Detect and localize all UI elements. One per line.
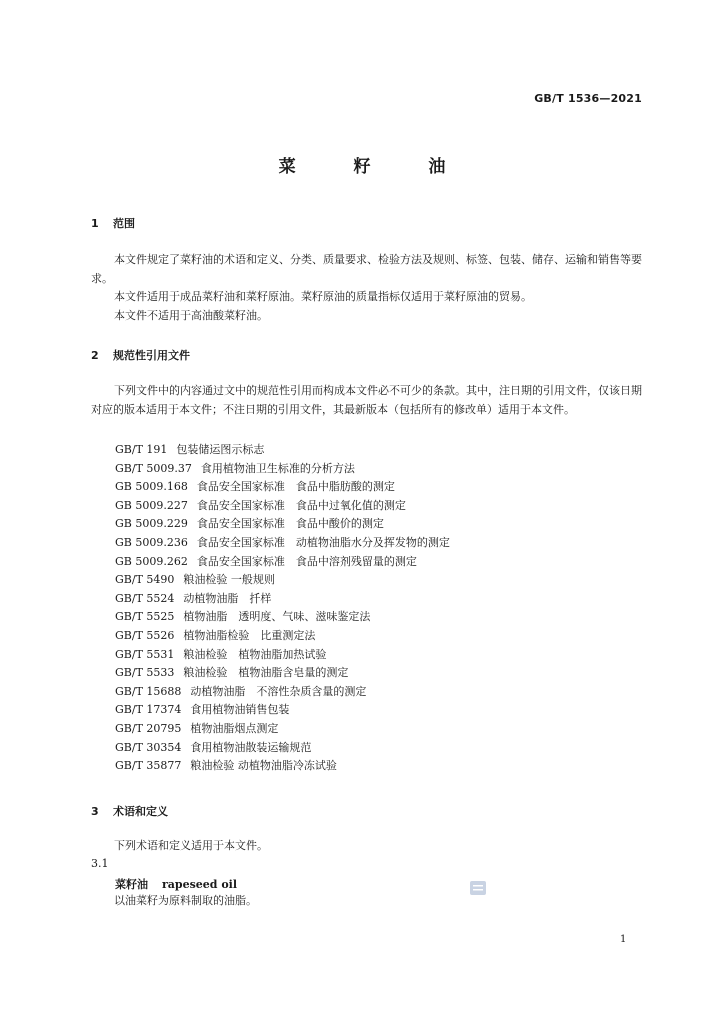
reference-item (115, 553, 450, 572)
reference-title: 粮油检验 一般规则 (183, 573, 275, 587)
reference-code: GB/T 15688 (115, 684, 182, 698)
reference-title: 植物油脂 透明度、气味、滋味鉴定法 (183, 610, 371, 624)
reference-code: GB/T 5490 (115, 573, 175, 587)
reference-item (115, 515, 450, 534)
section-title: 范围 (113, 217, 135, 230)
reference-item (115, 608, 450, 627)
reference-code: GB 5009.262 (115, 554, 188, 568)
reference-item (115, 460, 450, 479)
section-number: 3 (91, 805, 99, 818)
reference-code: GB/T 30354 (115, 740, 182, 754)
term-english: rapeseed oil (162, 878, 238, 891)
reference-item (115, 534, 450, 553)
reference-title: 食用植物油卫生标准的分析方法 (200, 461, 355, 475)
reference-title: 粮油检验 植物油脂加热试验 (183, 647, 327, 661)
section-2-intro: 下列文件中的内容通过文中的规范性引用而构成本文件必不可少的条款。其中，注日期的引用文件，仅该日期对应的版本适用于本文件；不注日期的引用文件，其最新版本（包括所有的修改单）适用于本文件。 (91, 384, 642, 416)
reference-code: GB/T 17374 (115, 703, 182, 717)
section-title: 术语和定义 (113, 805, 168, 818)
reference-item (115, 720, 450, 739)
term-chinese: 菜籽油 (115, 878, 148, 891)
section-1-heading (91, 215, 135, 231)
reference-code: GB 5009.229 (115, 517, 188, 531)
reference-title: 食用植物油散装运输规范 (190, 740, 312, 754)
reference-code: GB 5009.168 (115, 480, 188, 494)
reference-title: 粮油检验 植物油脂含皂量的测定 (183, 666, 349, 680)
term-entry (115, 876, 237, 892)
reference-title: 食品安全国家标准 动植物油脂水分及挥发物的测定 (196, 535, 450, 549)
reference-code: GB/T 191 (115, 443, 168, 456)
reference-title: 食品安全国家标准 食品中脂肪酸的测定 (196, 480, 395, 494)
reference-title: 植物油脂检验 比重测定法 (183, 628, 316, 642)
reference-item (115, 590, 450, 609)
section-number: 2 (91, 349, 99, 362)
reference-code: GB/T 5531 (115, 647, 175, 661)
reference-item (115, 701, 450, 720)
normative-reference-list (115, 441, 450, 776)
reference-code: GB/T 5526 (115, 628, 175, 642)
stamp-mark (470, 881, 486, 895)
reference-code: GB/T 5009.37 (115, 461, 192, 475)
reference-title: 动植物油脂 扦样 (183, 591, 272, 605)
section-title: 规范性引用文件 (113, 349, 190, 362)
reference-item (115, 441, 450, 460)
reference-item (115, 683, 450, 702)
reference-item (115, 497, 450, 516)
reference-code: GB/T 5525 (115, 610, 175, 624)
reference-title: 植物油脂烟点测定 (190, 721, 279, 735)
term-definition: 以油菜籽为原料制取的油脂。 (114, 894, 257, 907)
reference-item (115, 757, 450, 776)
document-title: 菜 籽 油 (278, 157, 472, 177)
section-2-heading (91, 347, 190, 363)
section-1-paragraph-1: 本文件规定了菜籽油的术语和定义、分类、质量要求、检验方法及规则、标签、包装、储存、运输和销售等要求。 (91, 253, 642, 285)
reference-title: 粮油检验 动植物油脂冷冻试验 (190, 759, 337, 773)
reference-title: 食用植物油销售包装 (190, 703, 290, 717)
standard-number: GB/T 1536—2021 (534, 92, 642, 105)
reference-code: GB 5009.227 (115, 498, 188, 512)
reference-item (115, 646, 450, 665)
reference-code: GB 5009.236 (115, 535, 188, 549)
reference-title: 食品安全国家标准 食品中溶剂残留量的测定 (196, 554, 417, 568)
section-number: 1 (91, 217, 99, 230)
reference-code: GB/T 20795 (115, 721, 182, 735)
reference-title: 食品安全国家标准 食品中过氧化值的测定 (196, 498, 406, 512)
reference-item (115, 571, 450, 590)
reference-title: 包装储运图示标志 (176, 443, 265, 456)
reference-item (115, 739, 450, 758)
reference-title: 动植物油脂 不溶性杂质含量的测定 (190, 684, 367, 698)
section-3-heading (91, 803, 168, 819)
reference-item (115, 478, 450, 497)
section-1-paragraph-3: 本文件不适用于高油酸菜籽油。 (114, 309, 268, 322)
section-1-paragraph-2: 本文件适用于成品菜籽油和菜籽原油。菜籽原油的质量指标仅适用于菜籽原油的贸易。 (114, 290, 532, 303)
reference-code: GB/T 5533 (115, 666, 175, 680)
reference-code: GB/T 5524 (115, 591, 175, 605)
reference-title: 食品安全国家标准 食品中酸价的测定 (196, 517, 384, 531)
reference-item (115, 627, 450, 646)
section-3-intro: 下列术语和定义适用于本文件。 (114, 839, 268, 852)
reference-code: GB/T 35877 (115, 759, 182, 773)
page-number: 1 (620, 934, 627, 945)
clause-number: 3.1 (91, 857, 109, 870)
reference-item (115, 664, 450, 683)
